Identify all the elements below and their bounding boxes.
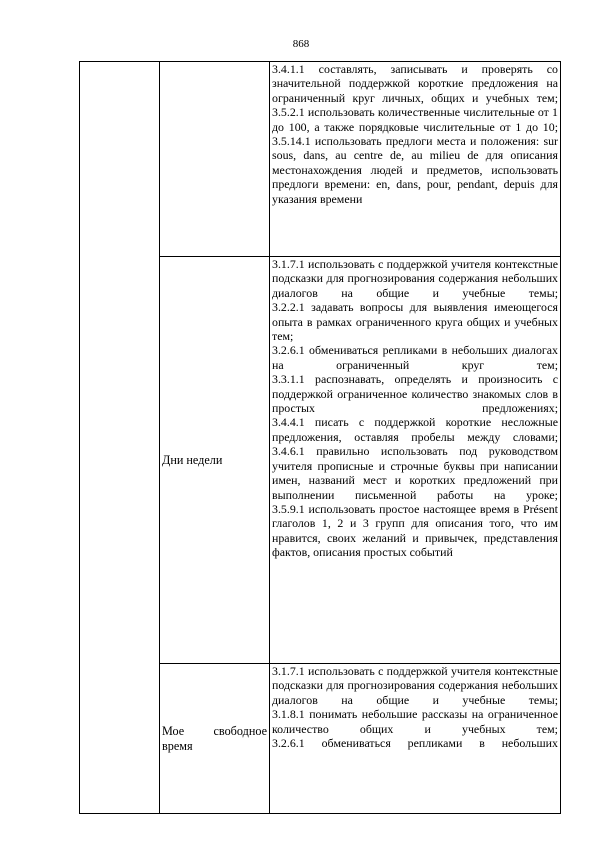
objectives-cell	[270, 257, 561, 664]
objective-item: 3.1.8.1 понимать небольшие рассказы на ограниченное количество общих и учебных тем;	[272, 707, 558, 736]
objectives-cell	[270, 664, 561, 814]
objective-item: 3.5.9.1 использовать простое настоящее время в Présent глаголов 1, 2 и 3 групп для описания того, что им нравится, своих желаний и привычек, представления фактов, описания простых событий	[272, 501, 558, 560]
curriculum-table	[79, 61, 561, 814]
objective-item: 3.5.14.1 использовать предлоги места и положения: sur sous, dans, au centre de, au milieu de для описания местонахождения людей и предметов, использовать предлоги времени: en, dans, pour, pendant, depuis для указания времени	[272, 134, 558, 206]
objectives-cell	[270, 62, 561, 257]
objective-item: 3.5.2.1 использовать количественные числительные от 1 до 100, а также порядковые числительные от 1 до 10;	[272, 105, 558, 134]
objective-item: 3.3.1.1 распознавать, определять и произносить с поддержкой ограниченное количество знакомых слов в простых предложениях;	[272, 372, 558, 416]
objective-item: 3.2.6.1 обмениваться репликами в небольших	[272, 736, 558, 751]
objective-item: 3.1.7.1 использовать с поддержкой учителя контекстные подсказки для прогнозирования содержания небольших диалогов на общие и учебные темы;	[272, 664, 558, 707]
table-row	[80, 62, 561, 257]
objective-item: 3.4.1.1 составлять, записывать и проверять со значительной поддержкой короткие предложения на ограниченный круг личных, общих и учебных тем;	[272, 62, 558, 105]
page-number: 868	[292, 38, 310, 50]
objective-item: 3.2.2.1 задавать вопросы для выявления имеющегося опыта в рамках ограниченного круга общих и учебных тем;	[272, 300, 558, 344]
objective-item: 3.1.7.1 использовать с поддержкой учителя контекстные подсказки для прогнозирования содержания небольших диалогов на общие и учебные темы;	[272, 257, 558, 300]
objective-item: 3.2.6.1 обмениваться репликами в небольших диалогах на ограниченный круг тем;	[272, 343, 558, 372]
topic-cell: Мое свободное время	[160, 664, 270, 814]
topic-cell: Дни недели	[160, 257, 270, 664]
topic-cell	[160, 62, 270, 257]
section-cell	[80, 62, 160, 814]
objective-item: 3.4.6.1 правильно использовать под руководством учителя прописные и строчные буквы при написании имен, названий мест и коротких предложений при выполнении письменной работы на уроке;	[272, 444, 558, 502]
objective-item: 3.4.4.1 писать с поддержкой короткие несложные предложения, оставляя пробелы между словами;	[272, 415, 558, 444]
